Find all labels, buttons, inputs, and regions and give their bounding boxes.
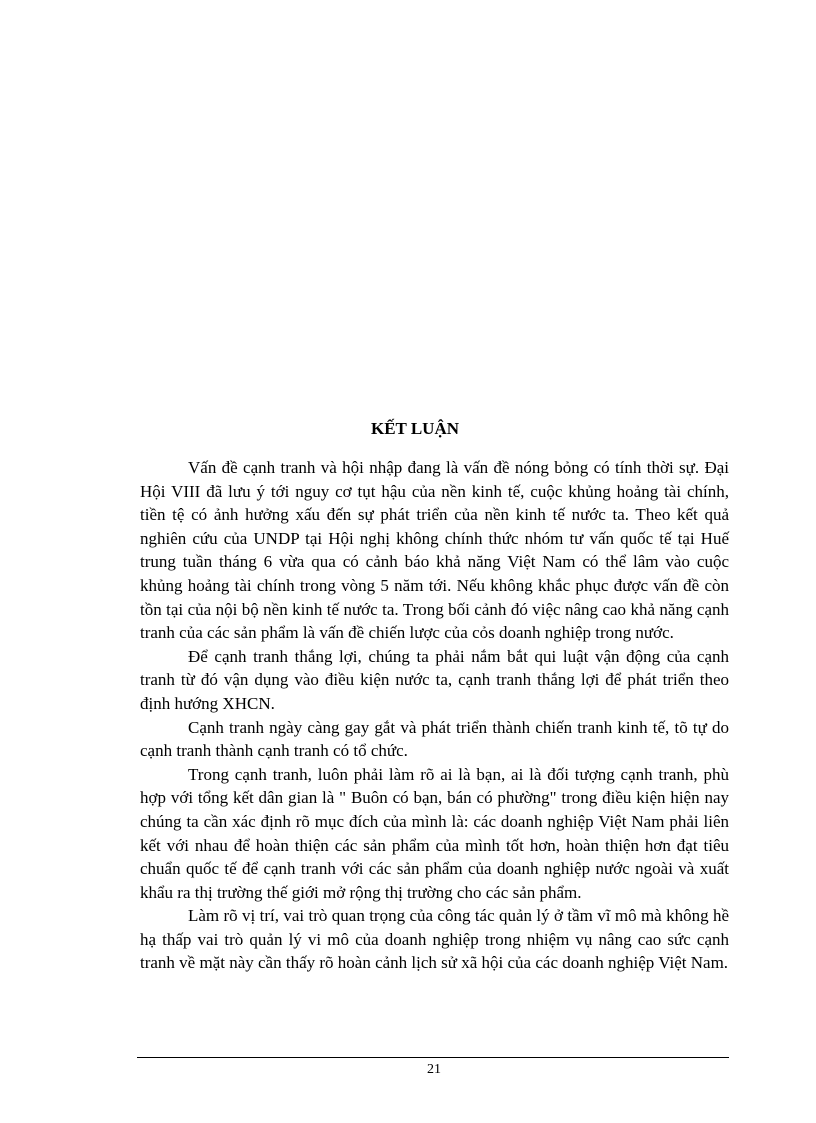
paragraph-1: Vấn đề cạnh tranh và hội nhập đang là vấn đề nóng bỏng có tính thời sự. Đại Hội VIII đã lưu ý tới nguy cơ tụt hậu của nền kinh tế, cuộc khủng hoảng tài chính, tiền tệ có ảnh hưởng xấu đến sự phát triển của nền kinh tế nước ta. Theo kết quả nghiên cứu của UNDP tại Hội nghị không chính thức nhóm tư vấn quốc tế tại Huế trung tuần tháng 6 vừa qua có cảnh báo khả năng Việt Nam có thể lâm vào cuộc khủng hoảng tài chính trong vòng 5 năm tới. Nếu không khắc phục được vấn đề còn tồn tại của nội bộ nền kinh tế nước ta. Trong bối cảnh đó việc nâng cao khả năng cạnh tranh của các sản phẩm là vấn đề chiến lược của cỏs doanh nghiệp trong nước. [140, 458, 729, 643]
body-text [140, 456, 729, 975]
paragraph-4: Trong cạnh tranh, luôn phải làm rõ ai là bạn, ai là đối tượng cạnh tranh, phù hợp với tổng kết dân gian là " Buôn có bạn, bán có phường" trong điều kiện hiện nay chúng ta cần xác định rõ mục đích của mình là: các doanh nghiệp Việt Nam phải liên kết với nhau để hoàn thiện các sản phẩm của mình tốt hơn, hoàn thiện hơn đạt tiêu chuẩn quốc tế để cạnh tranh với các sản phẩm của doanh nghiệp nước ngoài và xuất khẩu ra thị trường thế giới mở rộng thị trường cho các sản phẩm. [140, 764, 729, 902]
paragraph-5: Làm rõ vị trí, vai trò quan trọng của công tác quản lý ở tầm vĩ mô mà không hề hạ thấp vai trò quản lý vi mô của doanh nghiệp trong nhiệm vụ nâng cao sức cạnh tranh về mặt này cần thấy rõ hoàn cảnh lịch sử xã hội của các doanh nghiệp Việt Nam. [140, 906, 729, 973]
page-number: 21 [427, 1062, 441, 1077]
section-title: KẾT LUẬN [370, 419, 459, 438]
paragraph-3: Cạnh tranh ngày càng gay gắt và phát triển thành chiến tranh kinh tế, tõ tự do cạnh tranh thành cạnh tranh có tổ chức. [140, 717, 729, 761]
paragraph-2: Để cạnh tranh thắng lợi, chúng ta phải nắm bắt qui luật vận động của cạnh tranh từ đó vận dụng vào điều kiện nước ta, cạnh tranh thắng lợi để phát triển theo định hướng XHCN. [140, 646, 729, 713]
footer-divider [137, 1057, 729, 1058]
